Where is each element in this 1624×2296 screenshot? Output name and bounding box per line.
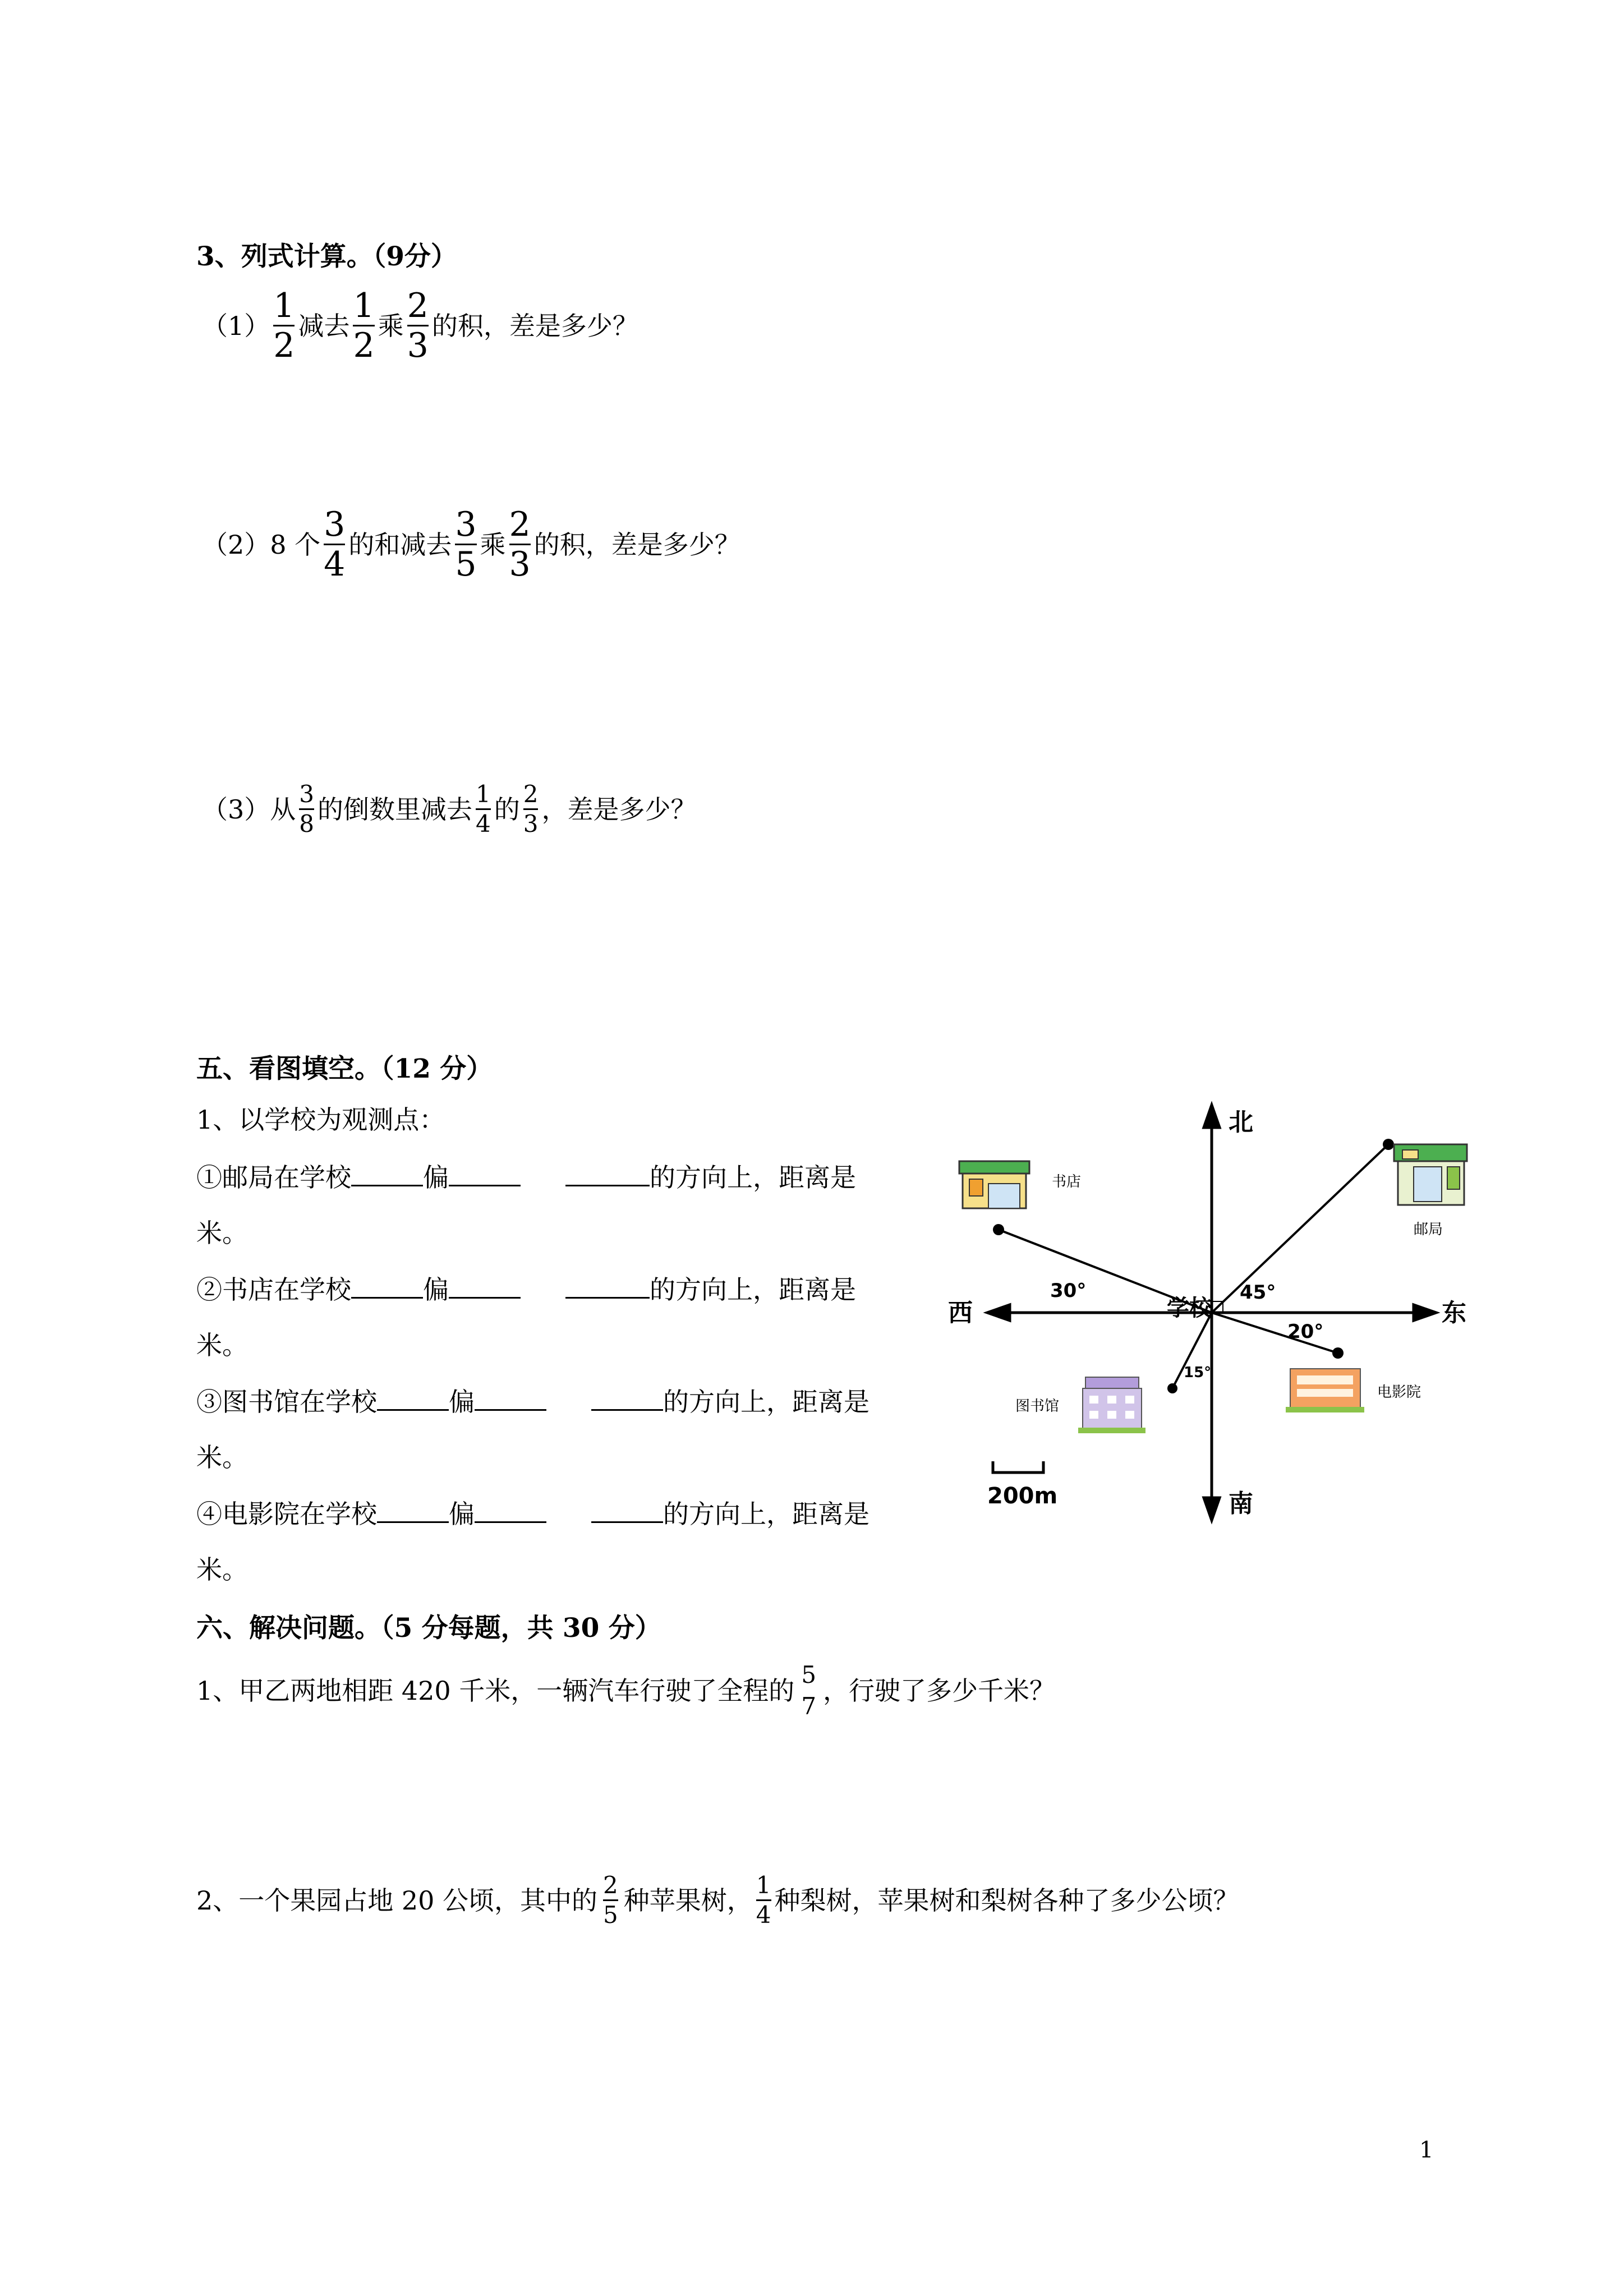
- problem-1: 1、甲乙两地相距 420 千米，一辆汽车行驶了全程的 5 7 ，行驶了多少千米？: [196, 1661, 1056, 1720]
- post-office-label: 邮局: [1414, 1221, 1443, 1238]
- question-3-3: （3）从 $\frac{3}{8}$ 的倒数里减去 $\frac{1}{4}$ 的 $\frac{2}{3}$ ，差是多少？: [202, 780, 697, 838]
- angle-post-label: 45°: [1240, 1281, 1276, 1304]
- fill-item-4-unit: 米。: [196, 1554, 248, 1585]
- fraction: $\frac{2}{3}$: [509, 505, 531, 584]
- cinema-icon: [1286, 1369, 1364, 1412]
- east-arrow-icon: [1414, 1305, 1436, 1320]
- angle-book-label: 30°: [1050, 1280, 1087, 1302]
- bookstore-label: 书店: [1052, 1174, 1082, 1190]
- fraction: $\frac{1}{2}$: [273, 286, 295, 365]
- fraction: $\frac{3}{5}$: [455, 505, 477, 584]
- point-post-office: [1383, 1139, 1394, 1150]
- scale-label: 200m: [987, 1483, 1058, 1509]
- post-office-icon: [1394, 1144, 1467, 1205]
- east-label: 东: [1442, 1299, 1466, 1327]
- q1-number: （1）: [202, 310, 270, 341]
- west-label: 西: [948, 1299, 973, 1327]
- section6-title: 六、解决问题。（5 分每题，共 30 分）: [196, 1613, 661, 1644]
- fraction: $\frac{1}{2}$: [353, 286, 375, 365]
- section5-title: 五、看图填空。（12 分）: [196, 1053, 493, 1084]
- q2-number: （2）8 个: [202, 529, 321, 560]
- south-arrow-icon: [1204, 1498, 1220, 1520]
- fill-item-2-unit: 米。: [196, 1330, 248, 1360]
- fill-item-3-unit: 米。: [196, 1442, 248, 1473]
- scale-bar: [993, 1461, 1043, 1473]
- library-icon: [1078, 1377, 1145, 1433]
- fill-item-3: ③图书馆在学校 偏 的方向上，距离是: [196, 1384, 869, 1419]
- fraction: 5 7: [801, 1661, 817, 1720]
- fraction: $\frac{1}{4}$: [476, 780, 491, 838]
- question-3-2: （2）8 个 $\frac{3}{4}$ 的和减去 $\frac{3}{5}$ 乘 $\frac{2}{3}$ 的积，差是多少？: [202, 505, 740, 584]
- angle-library-label: 15°: [1184, 1364, 1212, 1381]
- section3-title: 3、列式计算。（9分）: [196, 241, 457, 272]
- direction-map: [942, 1088, 1531, 1537]
- fill-item-1: ①邮局在学校 偏 的方向上，距离是: [196, 1160, 856, 1194]
- page-number: 1: [1419, 2137, 1434, 2163]
- fraction: $\frac{3}{8}$: [299, 780, 315, 838]
- point-library: [1167, 1383, 1177, 1393]
- point-cinema: [1332, 1347, 1344, 1359]
- library-label: 图书馆: [1015, 1398, 1060, 1415]
- fraction: $\frac{2}{5}$: [603, 1871, 618, 1929]
- fraction: $\frac{2}{3}$: [523, 780, 539, 838]
- section5-intro: 1、以学校为观测点：: [196, 1105, 445, 1135]
- point-bookstore: [993, 1224, 1004, 1235]
- bookstore-icon: [959, 1161, 1029, 1208]
- fraction: $\frac{3}{4}$: [324, 505, 346, 584]
- ray-post-office: [1212, 1144, 1388, 1313]
- q3-number: （3）从: [202, 794, 296, 825]
- angle-cinema-label: 20°: [1287, 1320, 1324, 1343]
- west-arrow-icon: [987, 1305, 1010, 1320]
- fill-item-2: ②书店在学校 偏 的方向上，距离是: [196, 1272, 856, 1306]
- cinema-label: 电影院: [1377, 1384, 1421, 1401]
- fill-item-4: ④电影院在学校 偏 的方向上，距离是: [196, 1497, 869, 1531]
- question-3-1: （1） $\frac{1}{2}$ 减去 $\frac{1}{2}$ 乘 $\frac{2}{3}$ 的积，差是多少？: [202, 286, 638, 365]
- south-label: 南: [1229, 1489, 1253, 1518]
- fraction: $\frac{1}{4}$: [756, 1871, 771, 1929]
- north-arrow-icon: [1204, 1105, 1220, 1128]
- center-label: 学校: [1167, 1295, 1212, 1321]
- problem-2: 2、一个果园占地 20 公顷，其中的 $\frac{2}{5}$ 种苹果树， $\frac{1}{4}$ 种梨树，苹果树和梨树各种了多少公顷？: [196, 1871, 1239, 1929]
- fill-item-1-unit: 米。: [196, 1218, 248, 1248]
- fraction: $\frac{2}{3}$: [407, 286, 429, 365]
- north-label: 北: [1229, 1108, 1253, 1137]
